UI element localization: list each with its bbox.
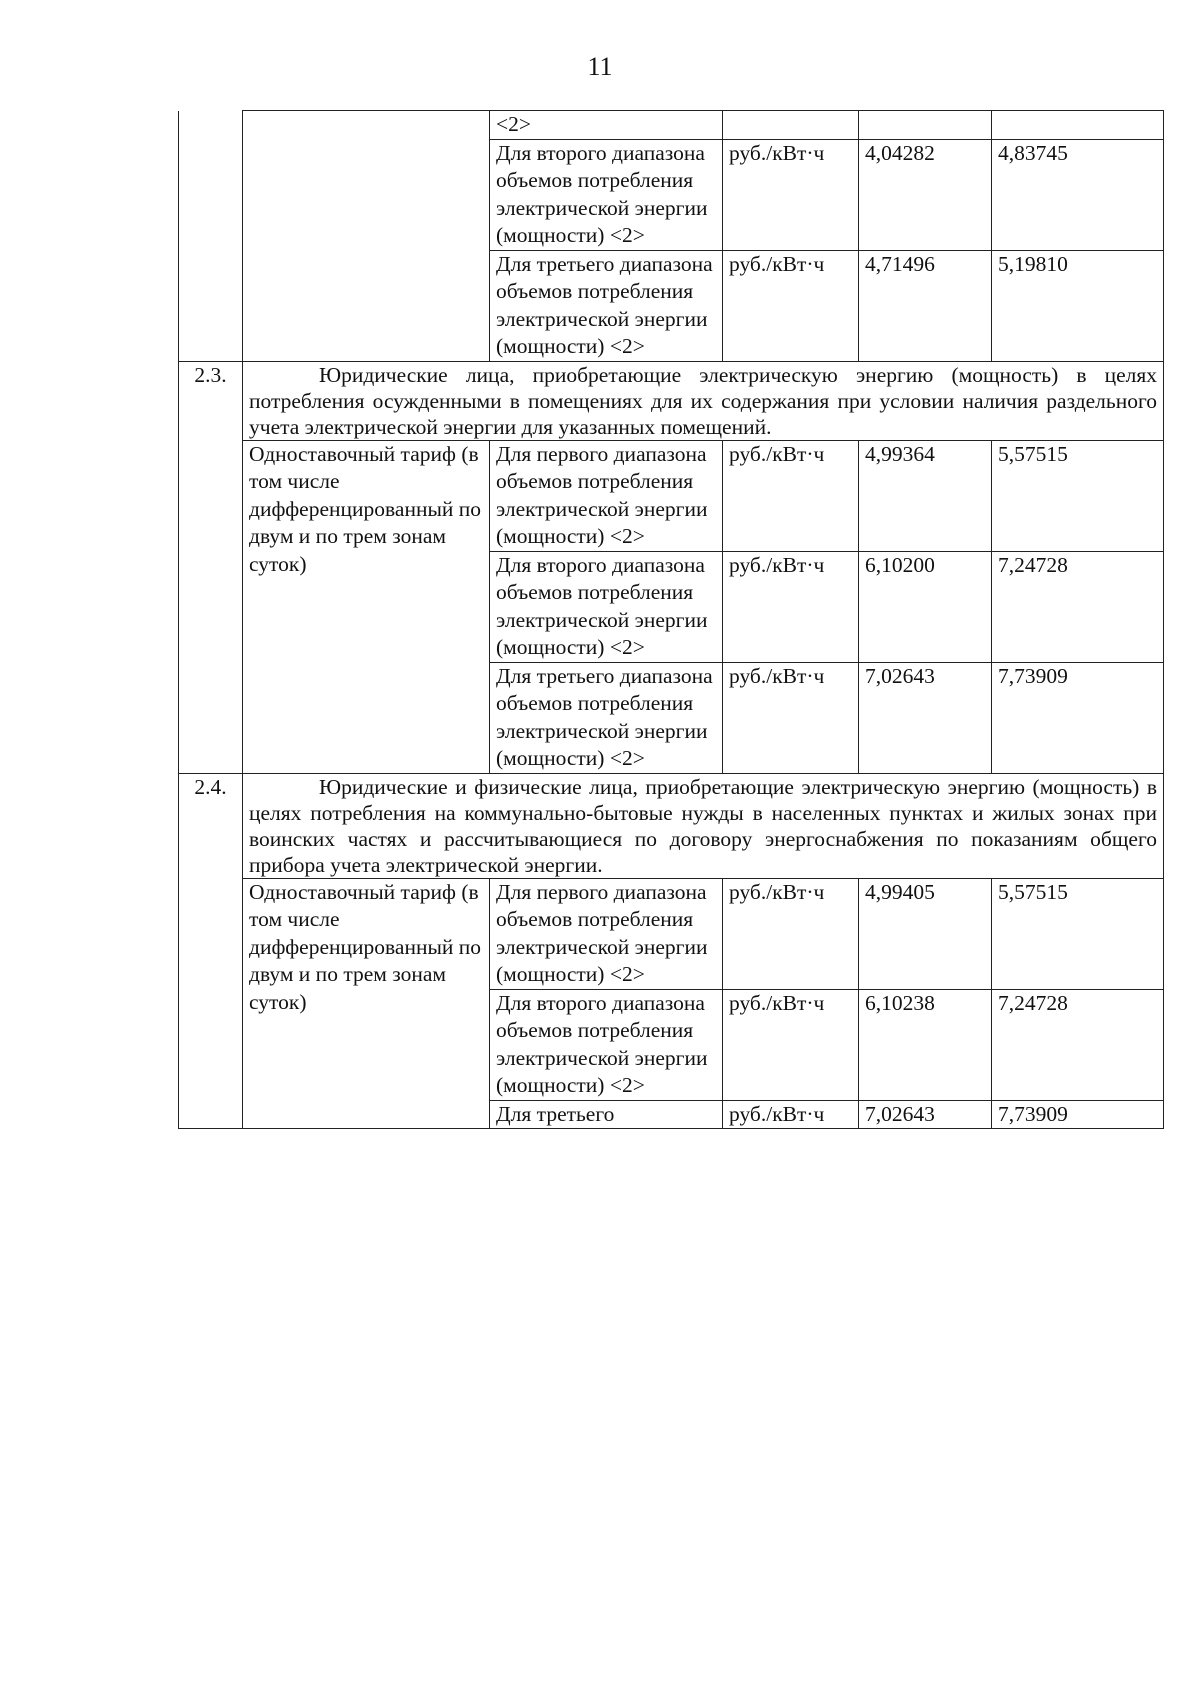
unit-cell xyxy=(723,111,859,140)
unit-cell: руб./кВт·ч xyxy=(723,551,859,662)
value-cell: 5,19810 xyxy=(992,250,1164,361)
section-number: 2.3. xyxy=(179,361,243,773)
range-cell: Для первого диапазона объемов потребления электрической энергии (мощности) <2> xyxy=(490,440,723,551)
range-cell: Для третьего xyxy=(490,1100,723,1129)
section-heading: Юридические и физические лица, приобретающие электрическую энергию (мощность) в целях потребления на коммунально-бытовые нужды в населенных пунктах и жилых зонах при воинских частях и рассчитывающиеся по договору энергоснабжения по показаниям общего прибора учета электрической энергии. xyxy=(243,773,1164,878)
unit-cell: руб./кВт·ч xyxy=(723,878,859,989)
value-cell: 4,99405 xyxy=(859,878,992,989)
section-number: 2.4. xyxy=(179,773,243,1129)
value-cell: 5,57515 xyxy=(992,440,1164,551)
unit-cell: руб./кВт·ч xyxy=(723,662,859,773)
value-cell: 7,73909 xyxy=(992,1100,1164,1129)
tariff-cell: Одноставочный тариф (в том числе дифференцированный по двум и по трем зонам суток) xyxy=(243,440,490,773)
section-row xyxy=(179,773,1164,878)
value-cell: 4,04282 xyxy=(859,139,992,250)
tariff-cell xyxy=(243,111,490,362)
unit-cell: руб./кВт·ч xyxy=(723,989,859,1100)
value-cell: 7,24728 xyxy=(992,989,1164,1100)
table-row xyxy=(179,878,1164,989)
table-row xyxy=(179,440,1164,551)
unit-cell: руб./кВт·ч xyxy=(723,1100,859,1129)
value-cell: 6,10200 xyxy=(859,551,992,662)
unit-cell: руб./кВт·ч xyxy=(723,139,859,250)
value-cell: 5,57515 xyxy=(992,878,1164,989)
range-cell: <2> xyxy=(490,111,723,140)
value-cell: 6,10238 xyxy=(859,989,992,1100)
range-cell: Для второго диапазона объемов потребления электрической энергии (мощности) <2> xyxy=(490,139,723,250)
table-row xyxy=(179,111,1164,140)
section-heading: Юридические лица, приобретающие электрическую энергию (мощность) в целях потребления осужденными в помещениях для их содержания при условии наличия раздельного учета электрической энергии для указанных помещений. xyxy=(243,361,1164,440)
range-cell: Для второго диапазона объемов потребления электрической энергии (мощности) <2> xyxy=(490,551,723,662)
value-cell: 4,83745 xyxy=(992,139,1164,250)
value-cell: 4,71496 xyxy=(859,250,992,361)
tariff-table xyxy=(178,110,1164,1129)
tariff-cell: Одноставочный тариф (в том числе дифференцированный по двум и по трем зонам суток) xyxy=(243,878,490,1129)
range-cell: Для третьего диапазона объемов потребления электрической энергии (мощности) <2> xyxy=(490,250,723,361)
value-cell: 4,99364 xyxy=(859,440,992,551)
page-number: 11 xyxy=(587,52,613,81)
value-cell: 7,24728 xyxy=(992,551,1164,662)
range-cell: Для второго диапазона объемов потребления электрической энергии (мощности) <2> xyxy=(490,989,723,1100)
value-cell: 7,02643 xyxy=(859,662,992,773)
value-cell xyxy=(992,111,1164,140)
unit-cell: руб./кВт·ч xyxy=(723,440,859,551)
number-cell xyxy=(179,111,243,362)
unit-cell: руб./кВт·ч xyxy=(723,250,859,361)
range-cell: Для третьего диапазона объемов потребления электрической энергии (мощности) <2> xyxy=(490,662,723,773)
value-cell xyxy=(859,111,992,140)
value-cell: 7,73909 xyxy=(992,662,1164,773)
range-cell: Для первого диапазона объемов потребления электрической энергии (мощности) <2> xyxy=(490,878,723,989)
section-row xyxy=(179,361,1164,440)
value-cell: 7,02643 xyxy=(859,1100,992,1129)
